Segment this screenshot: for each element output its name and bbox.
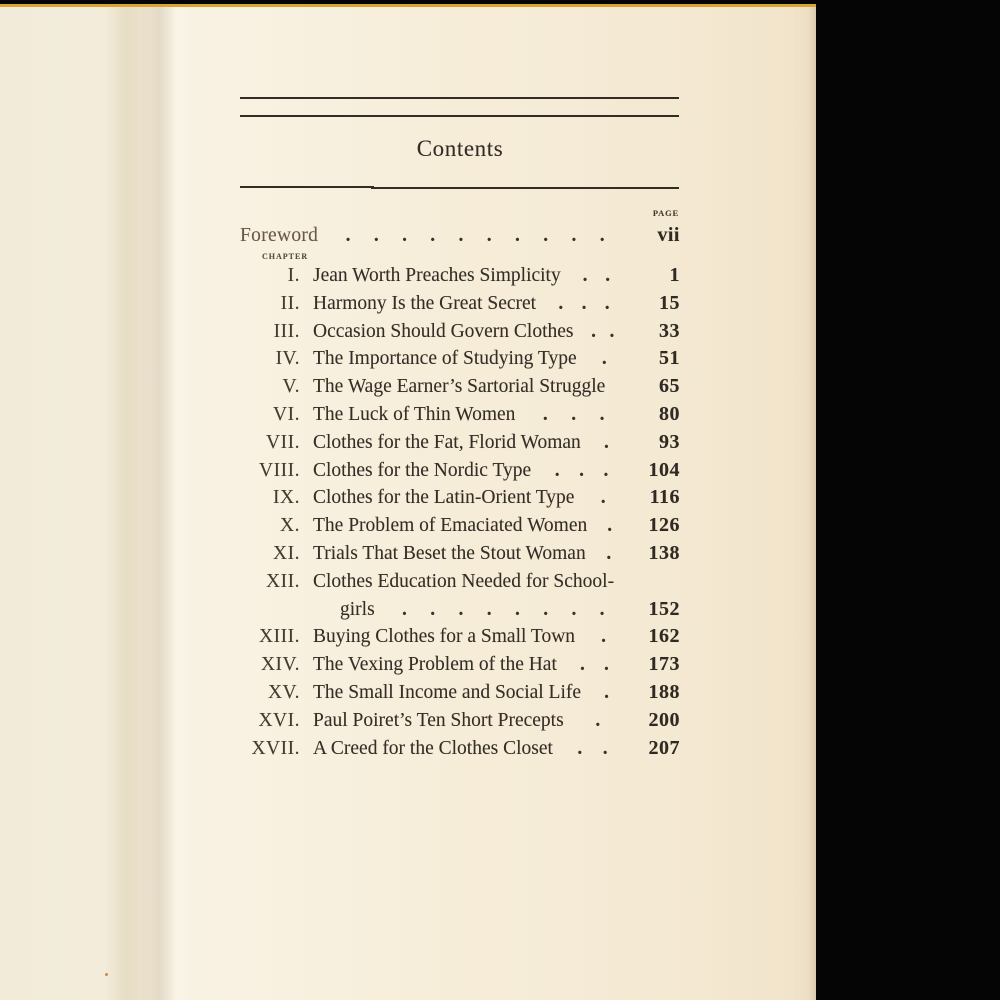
chapter-number: VII.: [266, 431, 300, 453]
page-number: 173: [648, 653, 680, 676]
chapter-title: Clothes for the Nordic Type: [313, 459, 532, 481]
chapter-title: The Problem of Emaciated Women: [313, 515, 588, 537]
leader-dots: [535, 457, 628, 485]
toc-row: [240, 735, 680, 763]
chapter-title: The Small Income and Social Life: [313, 681, 582, 703]
leader-dots: [591, 512, 628, 540]
page-number: 15: [659, 291, 680, 314]
leader-dots: [585, 679, 628, 707]
page-number: 138: [648, 541, 680, 564]
leader-dots: [540, 290, 628, 318]
page-number: 93: [659, 430, 680, 453]
chapter-number: XVII.: [251, 737, 300, 759]
page-edge-shadow: [809, 7, 816, 1000]
chapter-title: The Wage Earner’s Sartorial Struggle: [313, 376, 606, 398]
title-rule-right-segment: [371, 187, 679, 189]
leader-dot: .: [571, 403, 577, 425]
toc-row: [240, 707, 680, 735]
chapter-title: The Importance of Studying Type: [313, 348, 577, 370]
chapter-title: Paul Poiret’s Ten Short Precepts: [313, 709, 564, 731]
leader-dots: [585, 429, 628, 457]
title-rule-left-segment: [240, 186, 374, 188]
toc-row: [240, 345, 680, 373]
chapter-title: The Luck of Thin Women: [313, 403, 516, 425]
leader-dot: .: [373, 225, 379, 246]
chapter-number: IV.: [275, 348, 300, 370]
page-number: 207: [648, 736, 680, 759]
leader-dot: .: [581, 292, 587, 314]
leader-dot: .: [558, 292, 564, 314]
leader-dot: .: [595, 709, 601, 731]
page-number: 65: [659, 375, 680, 398]
leader-dot: .: [571, 225, 577, 246]
leader-dot: .: [579, 459, 584, 481]
chapter-title: Clothes for the Latin-Orient Type: [313, 487, 575, 509]
page-number: 104: [648, 458, 680, 481]
leader-dot: .: [402, 225, 407, 246]
chapter-number: VIII.: [259, 459, 300, 481]
page-number: 1: [669, 264, 680, 286]
toc-rows: [240, 262, 680, 762]
leader-dot: .: [609, 320, 615, 342]
leader-dot: .: [600, 487, 606, 509]
page-number: 200: [648, 708, 680, 731]
leader-dot: .: [458, 598, 464, 620]
toc-row: [240, 262, 680, 290]
chapter-number: XVI.: [258, 709, 300, 731]
leader-dots: [578, 484, 628, 512]
paper-speck: [105, 973, 108, 976]
book-page-spread: [0, 4, 816, 1000]
page-number: vii: [657, 224, 680, 246]
chapter-title: Harmony Is the Great Secret: [313, 292, 537, 314]
leader-dot: .: [599, 598, 605, 620]
leader-dot: .: [605, 265, 611, 286]
chapter-number: XV.: [267, 681, 300, 703]
toc-row: [240, 373, 680, 401]
leader-dots: [565, 262, 628, 290]
toc-row: [240, 457, 680, 485]
leader-dot: .: [599, 403, 605, 425]
chapter-title: Occasion Should Govern Clothes: [313, 320, 574, 342]
contents-page: [240, 7, 680, 1000]
foreword-row: [240, 222, 680, 248]
chapter-column-label: CHAPTER: [262, 252, 309, 261]
top-double-rule-lower: [240, 115, 679, 117]
leader-dot: .: [582, 265, 588, 286]
chapter-number: XI.: [273, 542, 300, 564]
toc-row: [240, 484, 680, 512]
leader-dots: [557, 735, 628, 763]
leader-dot: .: [402, 598, 407, 620]
chapter-number: X.: [280, 515, 300, 537]
leader-dots: [379, 596, 628, 624]
chapter-number: XIII.: [259, 626, 300, 648]
page-gutter-shadow: [128, 7, 200, 1000]
page-number: 126: [648, 514, 680, 537]
leader-dot: .: [601, 348, 607, 370]
page-number: 162: [648, 625, 680, 648]
page-number: 116: [649, 486, 680, 509]
leader-dot: .: [458, 225, 464, 246]
toc-row: [240, 318, 680, 346]
page-column-label: PAGE: [652, 208, 679, 218]
chapter-title: Clothes Education Needed for School-: [313, 570, 615, 592]
chapter-number: XIV.: [260, 654, 300, 676]
chapter-number: II.: [280, 292, 300, 314]
leader-dot: .: [602, 737, 608, 759]
leader-dot: .: [603, 654, 609, 676]
page-number: 188: [648, 680, 680, 703]
chapter-number: IX.: [273, 487, 300, 509]
top-double-rule-upper: [240, 97, 679, 99]
leader-dot: .: [430, 225, 436, 246]
leader-dot: .: [430, 598, 436, 620]
leader-dot: .: [486, 225, 492, 246]
chapter-title: girls: [340, 598, 375, 620]
page-number: 80: [659, 402, 680, 425]
foreword-label: Foreword: [240, 225, 319, 246]
leader-dot: .: [571, 598, 577, 620]
leader-dot: .: [604, 292, 610, 314]
toc-row: [240, 623, 680, 651]
toc-row: [240, 429, 680, 457]
leader-dot: .: [591, 320, 596, 342]
toc-row: [240, 512, 680, 540]
toc-row: [240, 401, 680, 429]
page-title: Contents: [416, 136, 504, 161]
leader-dot: .: [515, 225, 520, 246]
chapter-number: I.: [287, 265, 300, 286]
toc-row: [240, 679, 680, 707]
leader-dot: .: [514, 598, 520, 620]
leader-dot: .: [543, 598, 549, 620]
chapter-title: Jean Worth Preaches Simplicity: [313, 265, 561, 286]
page-number: 33: [659, 319, 680, 342]
chapter-number: XII.: [266, 570, 300, 592]
page-number: 152: [648, 597, 680, 620]
leader-dot: .: [601, 626, 606, 648]
chapter-title: Trials That Beset the Stout Woman: [313, 542, 586, 564]
chapter-title: Buying Clothes for a Small Town: [313, 626, 576, 648]
leader-dots: [519, 401, 628, 429]
leader-dot: .: [543, 225, 549, 246]
chapter-number: III.: [273, 320, 300, 342]
leader-dot: .: [599, 225, 605, 246]
toc-row: [240, 568, 680, 596]
leader-dots: [561, 651, 628, 679]
leader-dots: [581, 345, 628, 373]
leader-dot: .: [606, 542, 612, 564]
leader-dot: .: [580, 654, 585, 676]
leader-dots: [568, 707, 628, 735]
leader-dot: .: [577, 737, 583, 759]
leader-dot: .: [603, 459, 609, 481]
leader-dots: [579, 623, 628, 651]
leader-dot: .: [607, 515, 613, 537]
leader-dot: .: [603, 431, 609, 453]
leader-dot: .: [604, 681, 609, 703]
leader-dots: [578, 318, 628, 346]
leader-dots: [590, 540, 628, 568]
toc-row: [240, 290, 680, 318]
chapter-number: VI.: [273, 403, 300, 425]
chapter-title: The Vexing Problem of the Hat: [313, 654, 557, 676]
leader-dot: .: [345, 225, 351, 246]
page-number: 51: [659, 347, 680, 370]
toc-row: [240, 540, 680, 568]
toc-row: [240, 651, 680, 679]
leader-dot: .: [554, 459, 560, 481]
leader-dot: .: [486, 598, 492, 620]
chapter-title: Clothes for the Fat, Florid Woman: [313, 431, 581, 453]
leader-dots: [322, 223, 628, 249]
leader-dot: .: [542, 403, 548, 425]
toc-row: [240, 596, 680, 624]
chapter-title: A Creed for the Clothes Closet: [313, 737, 553, 759]
chapter-number: V.: [282, 376, 300, 398]
